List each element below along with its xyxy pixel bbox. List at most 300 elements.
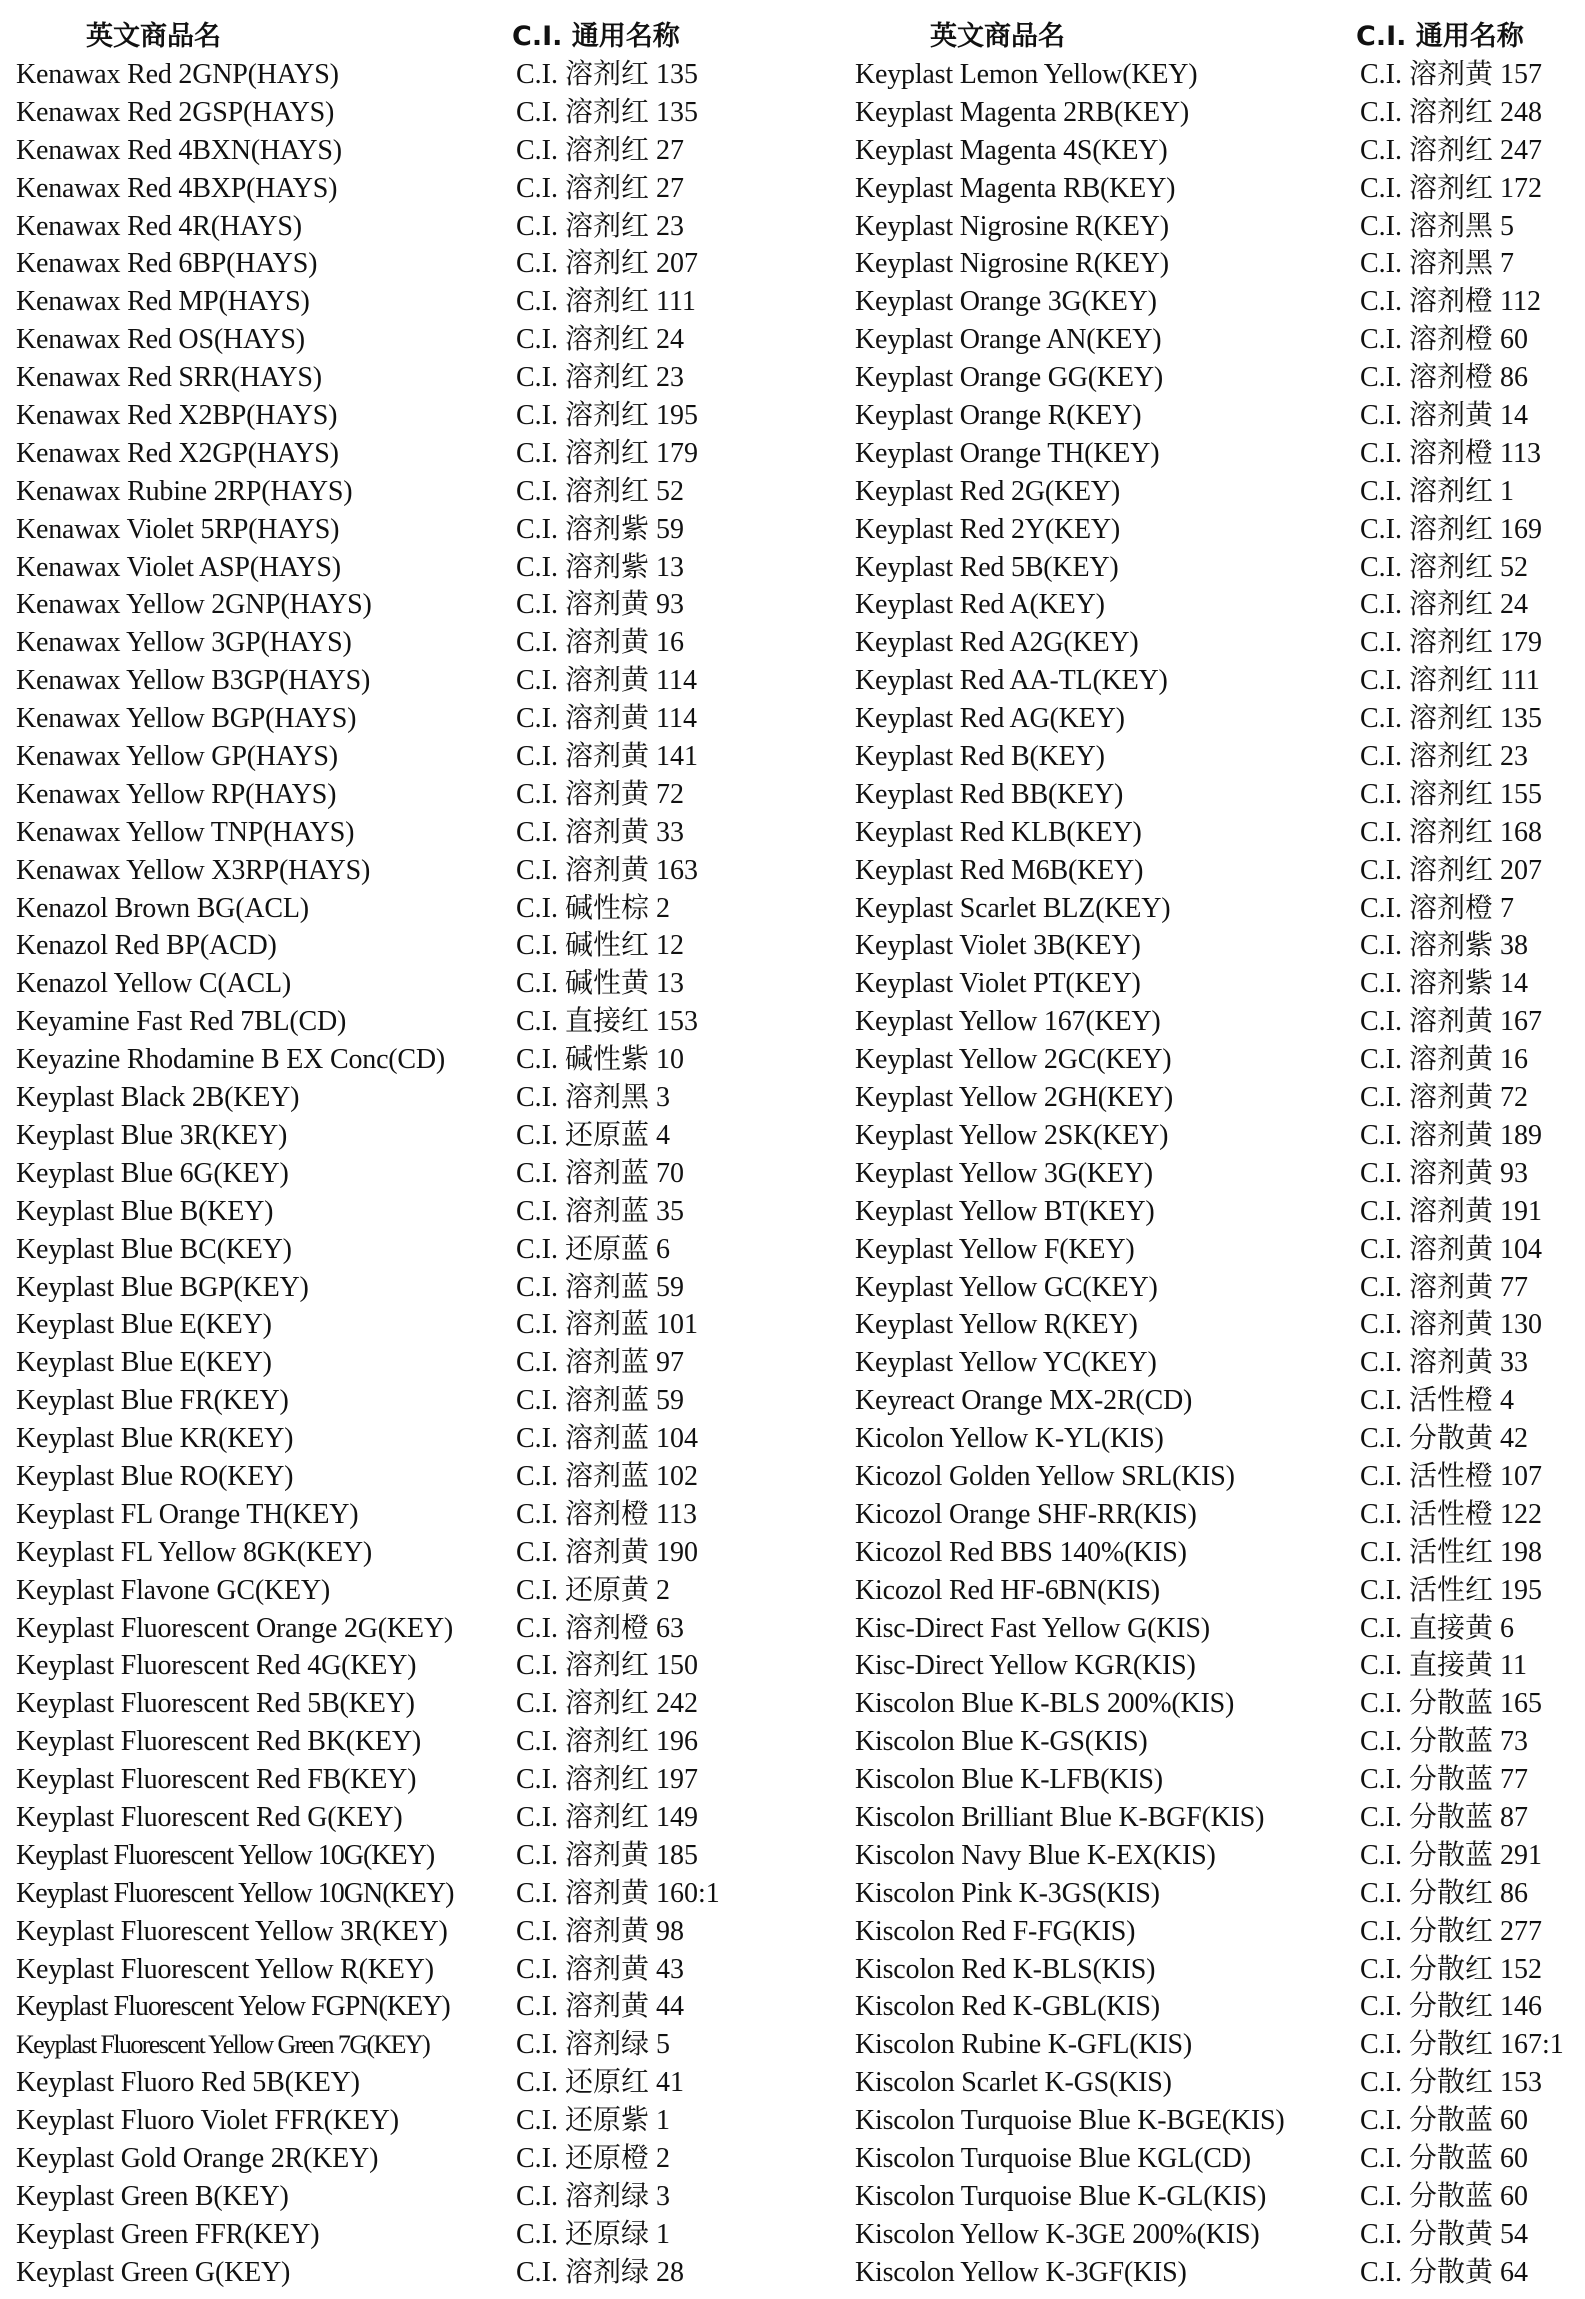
product-name: Keyplast Green B(KEY) bbox=[16, 2180, 289, 2212]
table-row bbox=[0, 1117, 820, 1155]
table-row bbox=[0, 2102, 820, 2140]
ci-generic-name: C.I. 溶剂橙 86 bbox=[1360, 362, 1529, 394]
table-row bbox=[840, 2254, 1585, 2292]
table-row bbox=[0, 511, 820, 549]
right-header-ci: C.I. 通用名称 bbox=[1356, 21, 1524, 52]
table-row bbox=[840, 1761, 1585, 1799]
ci-generic-name: C.I. 直接红 153 bbox=[516, 1006, 699, 1038]
product-name: Kenawax Yellow TNP(HAYS) bbox=[16, 816, 355, 848]
product-name: Kiscolon Red K-BLS(KIS) bbox=[855, 1953, 1156, 1985]
product-name: Kenawax Violet ASP(HAYS) bbox=[16, 551, 341, 583]
table-row bbox=[840, 927, 1585, 965]
ci-generic-name: C.I. 溶剂黄 130 bbox=[1360, 1309, 1543, 1341]
table-row bbox=[840, 1875, 1585, 1913]
product-name: Kiscolon Blue K-GS(KIS) bbox=[855, 1726, 1148, 1758]
product-name: Kenawax Yellow 3GP(HAYS) bbox=[16, 627, 352, 659]
table-row bbox=[840, 245, 1585, 283]
table-row bbox=[0, 1269, 820, 1307]
ci-generic-name: C.I. 溶剂黄 72 bbox=[516, 778, 685, 810]
product-name: Keyplast Yellow 167(KEY) bbox=[855, 1006, 1161, 1038]
ci-generic-name: C.I. 还原蓝 6 bbox=[516, 1233, 671, 1265]
product-name: Keyplast Violet 3B(KEY) bbox=[855, 930, 1141, 962]
ci-generic-name: C.I. 溶剂红 195 bbox=[516, 400, 699, 432]
table-row bbox=[0, 1913, 820, 1951]
table-row bbox=[0, 662, 820, 700]
ci-generic-name: C.I. 碱性棕 2 bbox=[516, 892, 671, 924]
product-name: Kenawax Yellow RP(HAYS) bbox=[16, 778, 337, 810]
ci-generic-name: C.I. 还原蓝 4 bbox=[516, 1119, 671, 1151]
table-row bbox=[840, 1193, 1585, 1231]
ci-generic-name: C.I. 溶剂黄 167 bbox=[1360, 1006, 1543, 1038]
ci-generic-name: C.I. 溶剂红 23 bbox=[516, 210, 685, 242]
table-row bbox=[840, 1155, 1585, 1193]
product-name: Keyplast Yellow YC(KEY) bbox=[855, 1347, 1157, 1379]
ci-generic-name: C.I. 溶剂紫 13 bbox=[516, 551, 685, 583]
ci-generic-name: C.I. 溶剂紫 14 bbox=[1360, 968, 1529, 1000]
table-row bbox=[840, 586, 1585, 624]
ci-generic-name: C.I. 溶剂黄 44 bbox=[516, 1991, 685, 2023]
product-name: Keyplast Fluoro Violet FFR(KEY) bbox=[16, 2105, 399, 2137]
product-name: Kenawax Yellow X3RP(HAYS) bbox=[16, 854, 371, 886]
ci-generic-name: C.I. 溶剂红 135 bbox=[1360, 703, 1543, 735]
ci-generic-name: C.I. 分散黄 42 bbox=[1360, 1423, 1529, 1455]
table-row bbox=[840, 1988, 1585, 2026]
table-row bbox=[0, 586, 820, 624]
ci-generic-name: C.I. 溶剂黄 14 bbox=[1360, 400, 1529, 432]
product-name: Keyplast Fluorescent Red 5B(KEY) bbox=[16, 1688, 415, 1720]
table-row bbox=[0, 1344, 820, 1382]
ci-generic-name: C.I. 溶剂绿 3 bbox=[516, 2180, 671, 2212]
product-name: Keyplast Nigrosine R(KEY) bbox=[855, 210, 1169, 242]
ci-generic-name: C.I. 溶剂黄 43 bbox=[516, 1953, 685, 1985]
table-row bbox=[840, 473, 1585, 511]
table-row bbox=[0, 1572, 820, 1610]
product-name: Keyplast Red AG(KEY) bbox=[855, 703, 1125, 735]
product-name: Kenawax Red 4BXP(HAYS) bbox=[16, 172, 338, 204]
product-name: Keyplast Fluorescent Red BK(KEY) bbox=[16, 1726, 421, 1758]
table-row bbox=[840, 1534, 1585, 1572]
product-name: Kenawax Yellow GP(HAYS) bbox=[16, 741, 338, 773]
product-name: Keyplast Red A(KEY) bbox=[855, 589, 1105, 621]
ci-generic-name: C.I. 溶剂紫 59 bbox=[516, 513, 685, 545]
ci-generic-name: C.I. 溶剂红 135 bbox=[516, 59, 699, 90]
table-row bbox=[840, 1117, 1585, 1155]
table-row bbox=[0, 927, 820, 965]
ci-generic-name: C.I. 碱性红 12 bbox=[516, 930, 685, 962]
product-name: Kiscolon Turquoise Blue KGL(CD) bbox=[855, 2142, 1251, 2174]
product-name: Keyplast Blue 6G(KEY) bbox=[16, 1157, 289, 1189]
table-row bbox=[840, 208, 1585, 246]
left-header-ci: C.I. 通用名称 bbox=[512, 21, 680, 52]
table-row bbox=[0, 1003, 820, 1041]
ci-generic-name: C.I. 分散红 152 bbox=[1360, 1953, 1543, 1985]
product-name: Keyplast Magenta 2RB(KEY) bbox=[855, 96, 1190, 128]
table-row bbox=[840, 1344, 1585, 1382]
product-name: Kisc-Direct Fast Yellow G(KIS) bbox=[855, 1612, 1210, 1644]
table-row bbox=[0, 170, 820, 208]
ci-generic-name: C.I. 溶剂蓝 59 bbox=[516, 1271, 685, 1303]
table-row bbox=[0, 624, 820, 662]
product-name: Keyplast Yellow R(KEY) bbox=[855, 1309, 1138, 1341]
table-row bbox=[0, 283, 820, 321]
product-name: Keyplast Red KLB(KEY) bbox=[855, 816, 1142, 848]
table-row bbox=[0, 132, 820, 170]
product-name: Kiscolon Turquoise Blue K-GL(KIS) bbox=[855, 2180, 1267, 2212]
table-row bbox=[0, 435, 820, 473]
ci-generic-name: C.I. 溶剂红 52 bbox=[516, 475, 685, 507]
product-name: Kiscolon Scarlet K-GS(KIS) bbox=[855, 2067, 1172, 2099]
ci-generic-name: C.I. 溶剂黄 104 bbox=[1360, 1233, 1543, 1265]
product-name: Keyplast Fluorescent Yelow FGPN(KEY) bbox=[16, 1991, 450, 2023]
ci-generic-name: C.I. 溶剂橙 113 bbox=[516, 1498, 697, 1530]
product-name: Kenazol Yellow C(ACL) bbox=[16, 968, 291, 1000]
table-row bbox=[840, 359, 1585, 397]
table-row bbox=[840, 321, 1585, 359]
ci-generic-name: C.I. 活性橙 107 bbox=[1360, 1460, 1543, 1492]
table-row bbox=[0, 245, 820, 283]
ci-generic-name: C.I. 溶剂红 111 bbox=[1360, 665, 1540, 697]
ci-generic-name: C.I. 溶剂蓝 70 bbox=[516, 1157, 685, 1189]
product-name: Keyplast Green FFR(KEY) bbox=[16, 2218, 320, 2250]
table-row bbox=[840, 1647, 1585, 1685]
product-name: Kiscolon Red F-FG(KIS) bbox=[855, 1915, 1136, 1947]
table-row bbox=[840, 700, 1585, 738]
ci-generic-name: C.I. 还原黄 2 bbox=[516, 1574, 671, 1606]
table-row bbox=[0, 1761, 820, 1799]
product-name: Keyamine Fast Red 7BL(CD) bbox=[16, 1006, 347, 1038]
table-row bbox=[840, 1951, 1585, 1989]
ci-generic-name: C.I. 分散红 86 bbox=[1360, 1877, 1529, 1909]
product-name: Keyplast Fluorescent Yellow R(KEY) bbox=[16, 1953, 434, 1985]
ci-generic-name: C.I. 溶剂红 207 bbox=[516, 248, 699, 280]
ci-generic-name: C.I. 溶剂蓝 35 bbox=[516, 1195, 685, 1227]
table-row bbox=[840, 435, 1585, 473]
table-row bbox=[840, 2102, 1585, 2140]
table-row bbox=[840, 1003, 1585, 1041]
product-name: Keyplast Green G(KEY) bbox=[16, 2256, 291, 2288]
table-row bbox=[0, 1420, 820, 1458]
product-name: Kenawax Red 2GNP(HAYS) bbox=[16, 59, 339, 90]
table-row bbox=[840, 1723, 1585, 1761]
ci-generic-name: C.I. 溶剂红 27 bbox=[516, 172, 685, 204]
table-row bbox=[0, 2140, 820, 2178]
ci-generic-name: C.I. 直接黄 6 bbox=[1360, 1612, 1515, 1644]
ci-generic-name: C.I. 分散蓝 60 bbox=[1360, 2180, 1529, 2212]
ci-generic-name: C.I. 溶剂红 135 bbox=[516, 96, 699, 128]
ci-generic-name: C.I. 溶剂红 247 bbox=[1360, 134, 1543, 166]
table-row bbox=[840, 170, 1585, 208]
ci-generic-name: C.I. 溶剂橙 60 bbox=[1360, 324, 1529, 356]
table-row bbox=[0, 397, 820, 435]
table-row bbox=[0, 1647, 820, 1685]
product-name: Keyplast Blue 3R(KEY) bbox=[16, 1119, 288, 1151]
product-name: Keyplast Red A2G(KEY) bbox=[855, 627, 1139, 659]
ci-generic-name: C.I. 还原紫 1 bbox=[516, 2105, 671, 2137]
table-row bbox=[840, 1231, 1585, 1269]
product-name: Kenawax Violet 5RP(HAYS) bbox=[16, 513, 340, 545]
ci-generic-name: C.I. 溶剂蓝 102 bbox=[516, 1460, 699, 1492]
table-row bbox=[0, 359, 820, 397]
product-name: Kicozol Golden Yellow SRL(KIS) bbox=[855, 1460, 1235, 1492]
ci-generic-name: C.I. 溶剂黄 191 bbox=[1360, 1195, 1543, 1227]
table-row bbox=[0, 549, 820, 587]
table-row bbox=[840, 1458, 1585, 1496]
table-row bbox=[0, 2064, 820, 2102]
product-name: Kiscolon Blue K-LFB(KIS) bbox=[855, 1764, 1163, 1796]
ci-generic-name: C.I. 碱性紫 10 bbox=[516, 1044, 685, 1076]
ci-generic-name: C.I. 溶剂红 179 bbox=[1360, 627, 1543, 659]
table-row bbox=[840, 1496, 1585, 1534]
ci-generic-name: C.I. 分散蓝 77 bbox=[1360, 1764, 1529, 1796]
table-row bbox=[0, 1988, 820, 2026]
product-name: Keyplast Gold Orange 2R(KEY) bbox=[16, 2142, 379, 2174]
product-name: Kenawax Red X2BP(HAYS) bbox=[16, 400, 338, 432]
product-name: Keyplast Blue BGP(KEY) bbox=[16, 1271, 309, 1303]
product-name: Kenawax Red X2GP(HAYS) bbox=[16, 437, 339, 469]
table-row bbox=[0, 2254, 820, 2292]
ci-generic-name: C.I. 溶剂黄 163 bbox=[516, 854, 699, 886]
product-name: Kiscolon Navy Blue K-EX(KIS) bbox=[855, 1839, 1216, 1871]
table-row bbox=[0, 1079, 820, 1117]
ci-generic-name: C.I. 溶剂黄 77 bbox=[1360, 1271, 1529, 1303]
product-name: Keyplast FL Orange TH(KEY) bbox=[16, 1498, 359, 1530]
table-row bbox=[0, 473, 820, 511]
product-name: Keyplast Fluorescent Red G(KEY) bbox=[16, 1801, 403, 1833]
ci-generic-name: C.I. 溶剂黄 185 bbox=[516, 1839, 699, 1871]
product-name: Keyplast Blue FR(KEY) bbox=[16, 1385, 289, 1417]
table-row bbox=[840, 814, 1585, 852]
product-name: Keyplast Orange R(KEY) bbox=[855, 400, 1142, 432]
ci-generic-name: C.I. 分散红 146 bbox=[1360, 1991, 1543, 2023]
product-name: Kiscolon Pink K-3GS(KIS) bbox=[855, 1877, 1160, 1909]
product-name: Kiscolon Yellow K-3GF(KIS) bbox=[855, 2256, 1187, 2288]
product-name: Keyplast Yellow 2GH(KEY) bbox=[855, 1082, 1173, 1114]
right-table-body bbox=[840, 56, 1585, 2292]
product-name: Kisc-Direct Yellow KGR(KIS) bbox=[855, 1650, 1196, 1682]
ci-generic-name: C.I. 溶剂红 23 bbox=[516, 362, 685, 394]
ci-generic-name: C.I. 溶剂红 155 bbox=[1360, 778, 1543, 810]
table-row bbox=[840, 1685, 1585, 1723]
ci-generic-name: C.I. 溶剂黄 114 bbox=[516, 665, 697, 697]
table-row bbox=[0, 1155, 820, 1193]
product-name: Kenawax Yellow 2GNP(HAYS) bbox=[16, 589, 372, 621]
product-name: Keyplast Yellow 2GC(KEY) bbox=[855, 1044, 1172, 1076]
product-name: Kiscolon Blue K-BLS 200%(KIS) bbox=[855, 1688, 1235, 1720]
table-row bbox=[840, 1079, 1585, 1117]
table-row bbox=[840, 738, 1585, 776]
ci-generic-name: C.I. 活性橙 4 bbox=[1360, 1385, 1515, 1417]
ci-generic-name: C.I. 分散黄 54 bbox=[1360, 2218, 1529, 2250]
table-row bbox=[0, 965, 820, 1003]
product-name: Kenawax Red 4R(HAYS) bbox=[16, 210, 302, 242]
table-row bbox=[840, 890, 1585, 928]
table-row bbox=[840, 1382, 1585, 1420]
ci-generic-name: C.I. 溶剂黄 160:1 bbox=[516, 1877, 720, 1909]
table-row bbox=[840, 2140, 1585, 2178]
table-row bbox=[840, 283, 1585, 321]
table-row bbox=[840, 1041, 1585, 1079]
table-row bbox=[0, 1875, 820, 1913]
table-row bbox=[0, 1610, 820, 1648]
ci-generic-name: C.I. 溶剂红 172 bbox=[1360, 172, 1543, 204]
product-name: Kiscolon Brilliant Blue K-BGF(KIS) bbox=[855, 1801, 1265, 1833]
table-row bbox=[840, 2064, 1585, 2102]
product-name: Kicozol Red BBS 140%(KIS) bbox=[855, 1536, 1187, 1568]
table-row bbox=[840, 549, 1585, 587]
ci-generic-name: C.I. 溶剂黑 7 bbox=[1360, 248, 1515, 280]
product-name: Keyplast Red 2Y(KEY) bbox=[855, 513, 1121, 545]
product-name: Keyplast Black 2B(KEY) bbox=[16, 1082, 300, 1114]
product-name: Keyplast Yellow BT(KEY) bbox=[855, 1195, 1155, 1227]
ci-generic-name: C.I. 溶剂黄 93 bbox=[516, 589, 685, 621]
ci-generic-name: C.I. 分散黄 64 bbox=[1360, 2256, 1529, 2288]
table-row bbox=[0, 1193, 820, 1231]
ci-generic-name: C.I. 分散红 277 bbox=[1360, 1915, 1543, 1947]
product-name: Keyplast Magenta 4S(KEY) bbox=[855, 134, 1168, 166]
product-name: Keyplast Fluorescent Yellow 10G(KEY) bbox=[16, 1839, 435, 1871]
ci-generic-name: C.I. 溶剂黄 190 bbox=[516, 1536, 699, 1568]
product-name: Keyplast FL Yellow 8GK(KEY) bbox=[16, 1536, 372, 1568]
table-row bbox=[0, 852, 820, 890]
table-row bbox=[840, 2026, 1585, 2064]
product-name: Keyplast Red 2G(KEY) bbox=[855, 475, 1121, 507]
table-row bbox=[0, 2178, 820, 2216]
product-name: Keyplast Red M6B(KEY) bbox=[855, 854, 1144, 886]
ci-generic-name: C.I. 溶剂红 24 bbox=[516, 324, 685, 356]
ci-generic-name: C.I. 溶剂红 52 bbox=[1360, 551, 1529, 583]
table-row bbox=[840, 1837, 1585, 1875]
left-table-body bbox=[0, 56, 820, 2292]
ci-generic-name: C.I. 溶剂红 168 bbox=[1360, 816, 1543, 848]
product-name: Kenazol Red BP(ACD) bbox=[16, 930, 277, 962]
ci-generic-name: C.I. 溶剂红 150 bbox=[516, 1650, 699, 1682]
ci-generic-name: C.I. 碱性黄 13 bbox=[516, 968, 685, 1000]
product-name: Kenawax Red MP(HAYS) bbox=[16, 286, 310, 318]
product-name: Keyplast Fluorescent Orange 2G(KEY) bbox=[16, 1612, 453, 1644]
table-row bbox=[840, 1610, 1585, 1648]
table-row bbox=[840, 94, 1585, 132]
table-row bbox=[840, 624, 1585, 662]
table-row bbox=[840, 1799, 1585, 1837]
product-name: Kenawax Red OS(HAYS) bbox=[16, 324, 305, 356]
product-name: Keyplast Orange GG(KEY) bbox=[855, 362, 1163, 394]
product-name: Keyplast Orange 3G(KEY) bbox=[855, 286, 1157, 318]
product-name: Keyplast Blue E(KEY) bbox=[16, 1347, 272, 1379]
product-name: Keyplast Fluoro Red 5B(KEY) bbox=[16, 2067, 360, 2099]
table-row bbox=[0, 1231, 820, 1269]
product-name: Keyazine Rhodamine B EX Conc(CD) bbox=[16, 1044, 446, 1076]
ci-generic-name: C.I. 分散蓝 87 bbox=[1360, 1801, 1529, 1833]
ci-generic-name: C.I. 分散蓝 165 bbox=[1360, 1688, 1543, 1720]
table-row bbox=[0, 1723, 820, 1761]
product-name: Keyplast Blue E(KEY) bbox=[16, 1309, 272, 1341]
product-name: Keyplast Blue B(KEY) bbox=[16, 1195, 274, 1227]
table-row bbox=[0, 1382, 820, 1420]
product-name: Keyplast Yellow 2SK(KEY) bbox=[855, 1119, 1169, 1151]
product-name: Keyplast Fluorescent Yellow 10GN(KEY) bbox=[16, 1877, 454, 1909]
table-row bbox=[0, 56, 820, 94]
ci-generic-name: C.I. 溶剂黄 16 bbox=[1360, 1044, 1529, 1076]
product-name: Keyplast Blue BC(KEY) bbox=[16, 1233, 292, 1265]
table-row bbox=[0, 2026, 820, 2064]
product-name: Keyplast Yellow 3G(KEY) bbox=[855, 1157, 1153, 1189]
table-row bbox=[840, 965, 1585, 1003]
product-name: Keyplast Flavone GC(KEY) bbox=[16, 1574, 331, 1606]
table-row bbox=[840, 1913, 1585, 1951]
ci-generic-name: C.I. 溶剂黄 141 bbox=[516, 741, 699, 773]
table-row bbox=[0, 1799, 820, 1837]
ci-generic-name: C.I. 溶剂黄 33 bbox=[1360, 1347, 1529, 1379]
product-name: Keyplast Fluorescent Red FB(KEY) bbox=[16, 1764, 417, 1796]
table-row bbox=[840, 1420, 1585, 1458]
product-name: Kiscolon Yellow K-3GE 200%(KIS) bbox=[855, 2218, 1260, 2250]
table-row bbox=[840, 511, 1585, 549]
ci-generic-name: C.I. 分散红 167:1 bbox=[1360, 2029, 1564, 2061]
product-name: Keyplast Nigrosine R(KEY) bbox=[855, 248, 1169, 280]
ci-generic-name: C.I. 溶剂红 169 bbox=[1360, 513, 1543, 545]
table-row bbox=[0, 94, 820, 132]
ci-generic-name: C.I. 溶剂橙 113 bbox=[1360, 437, 1541, 469]
product-name: Kenawax Red SRR(HAYS) bbox=[16, 362, 322, 394]
ci-generic-name: C.I. 溶剂蓝 104 bbox=[516, 1423, 699, 1455]
ci-generic-name: C.I. 溶剂黑 5 bbox=[1360, 210, 1515, 242]
table-row bbox=[840, 1572, 1585, 1610]
ci-generic-name: C.I. 溶剂红 179 bbox=[516, 437, 699, 469]
ci-generic-name: C.I. 活性红 195 bbox=[1360, 1574, 1543, 1606]
product-name: Keyplast Magenta RB(KEY) bbox=[855, 172, 1176, 204]
ci-generic-name: C.I. 溶剂红 197 bbox=[516, 1764, 699, 1796]
ci-generic-name: C.I. 溶剂黄 189 bbox=[1360, 1119, 1543, 1151]
product-name: Kenawax Red 4BXN(HAYS) bbox=[16, 134, 342, 166]
ci-generic-name: C.I. 溶剂蓝 97 bbox=[516, 1347, 685, 1379]
product-name: Kicozol Orange SHF-RR(KIS) bbox=[855, 1498, 1197, 1530]
table-row bbox=[0, 814, 820, 852]
product-name: Kiscolon Red K-GBL(KIS) bbox=[855, 1991, 1160, 2023]
table-row bbox=[0, 1306, 820, 1344]
table-row bbox=[0, 890, 820, 928]
ci-generic-name: C.I. 溶剂绿 28 bbox=[516, 2256, 685, 2288]
product-name: Kenawax Yellow BGP(HAYS) bbox=[16, 703, 357, 735]
product-name: Keyplast Orange AN(KEY) bbox=[855, 324, 1162, 356]
table-row bbox=[0, 2216, 820, 2254]
ci-generic-name: C.I. 溶剂黄 114 bbox=[516, 703, 697, 735]
ci-generic-name: C.I. 分散蓝 60 bbox=[1360, 2105, 1529, 2137]
ci-generic-name: C.I. 溶剂红 149 bbox=[516, 1801, 699, 1833]
product-name: Kenawax Yellow B3GP(HAYS) bbox=[16, 665, 371, 697]
ci-generic-name: C.I. 溶剂红 196 bbox=[516, 1726, 699, 1758]
product-name: Keyplast Violet PT(KEY) bbox=[855, 968, 1141, 1000]
ci-generic-name: C.I. 直接黄 11 bbox=[1360, 1650, 1527, 1682]
ci-generic-name: C.I. 溶剂红 207 bbox=[1360, 854, 1543, 886]
table-row bbox=[0, 1041, 820, 1079]
product-name: Kicolon Yellow K-YL(KIS) bbox=[855, 1423, 1164, 1455]
ci-generic-name: C.I. 分散蓝 60 bbox=[1360, 2142, 1529, 2174]
table-row bbox=[840, 1306, 1585, 1344]
table-row bbox=[0, 1951, 820, 1989]
table-row bbox=[840, 132, 1585, 170]
product-name: Keyplast Blue KR(KEY) bbox=[16, 1423, 294, 1455]
table-row bbox=[840, 397, 1585, 435]
table-row bbox=[0, 738, 820, 776]
ci-generic-name: C.I. 溶剂黑 3 bbox=[516, 1082, 671, 1114]
product-name: Keyplast Fluorescent Red 4G(KEY) bbox=[16, 1650, 417, 1682]
table-row bbox=[0, 321, 820, 359]
table-row bbox=[840, 1269, 1585, 1307]
table-row bbox=[0, 776, 820, 814]
ci-generic-name: C.I. 还原橙 2 bbox=[516, 2142, 671, 2174]
table-row bbox=[0, 1496, 820, 1534]
table-row bbox=[840, 2178, 1585, 2216]
